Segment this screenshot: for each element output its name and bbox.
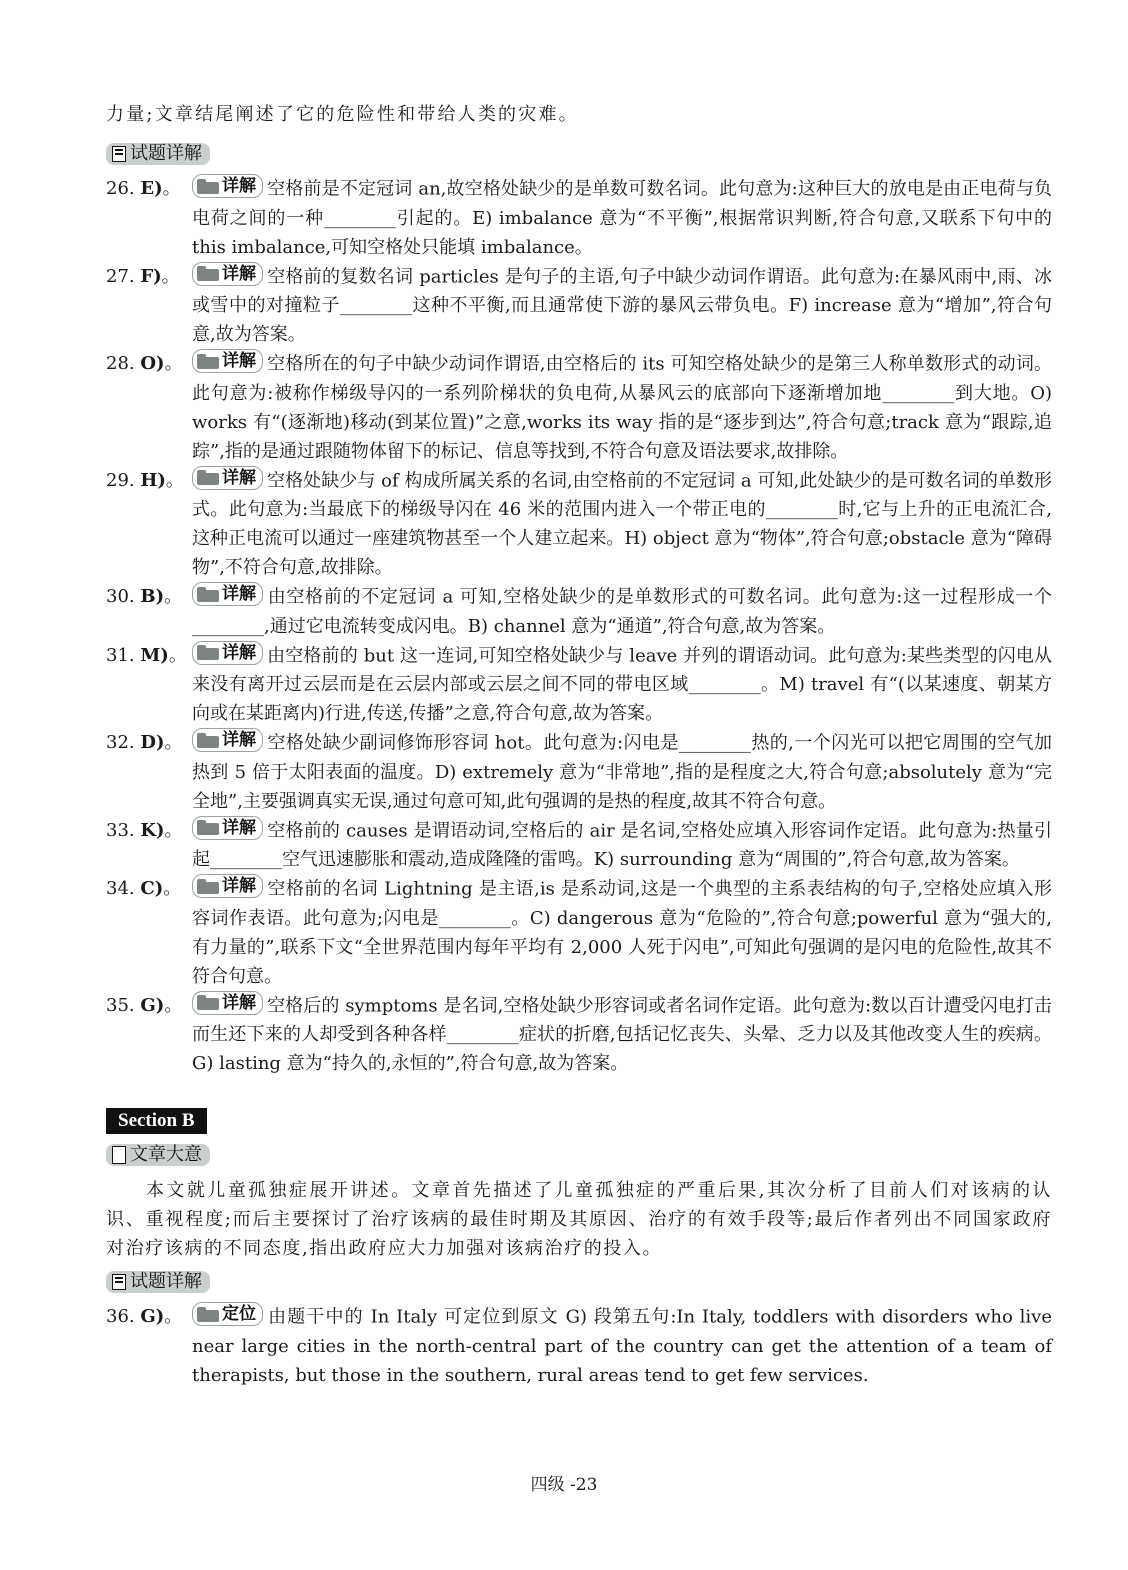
question-number: 31. [106,644,135,666]
question-number: 35. [106,994,135,1016]
list-icon [112,146,126,162]
separator: 。 [164,819,183,841]
detail-section-heading-b [106,1271,1052,1294]
badge-label: 详解 [222,992,256,1013]
folder-icon [197,179,219,194]
item-number [106,262,192,350]
page-icon [112,1146,126,1164]
answer-item [106,349,1052,466]
question-number: 32. [106,732,135,753]
separator: 。 [164,586,183,607]
article-summary: 本文就儿童孤独症展开讲述。文章首先描述了儿童孤独症的严重后果,其次分析了目前人们对该病的认识、重视程度;而后主要探讨了治疗该病的最佳时期及其原因、治疗的有效手段等;最后作者列出不同国家政府对治疗该病的不同态度,指出政府应大力加强对该病治疗的投入。 [106,1180,1052,1259]
explanation-text: 空格前是不定冠词 an,故空格处缺少的是单数可数名词。此句意为:这种巨大的放电是由正电荷与负电荷之间的一种________引起的。E) imbalance 意为“不平衡”,根据常识判断,符合句意,又联系下句中的 this imbalance,可知空格处只能填 imbalance。 [192,178,1052,258]
detail-section-heading [106,143,1052,166]
explain-badge [192,349,263,373]
answer-letter: B) [140,586,165,607]
document-page [106,100,1052,1390]
folder-icon [197,879,219,894]
separator: 。 [163,878,182,899]
separator: 。 [164,994,183,1016]
explanation-text: 空格处缺少与 of 构成所属关系的名词,由空格前的不定冠词 a 可知,此处缺少的是可数名词的单数形式。此句意为:当最底下的梯级导闪在 46 米的范围内进入一个带正电的________时,它与上升的正电流汇合,这种正电流可以通过一座建筑物甚至一个人建立起来。H) object 意为“物体”,符合句意;obstacle 意为“障碍物”,不符合句意,故排除。 [192,470,1052,578]
section-a-answer-list [106,174,1052,1078]
explanation [192,728,1052,816]
detail-section-label-b [106,1271,210,1293]
folder-icon [197,354,219,369]
explanation [192,466,1052,583]
item-number [106,641,192,729]
badge-label: 详解 [222,176,256,196]
explain-badge [192,874,263,898]
explanation [192,349,1052,466]
folder-icon [197,1307,219,1322]
explanation-text: 由空格前的不定冠词 a 可知,空格处缺少的是单数形式的可数名词。此句意为:这一过程形成一个________,通过它电流转变成闪电。B) channel 意为“通道”,符合句意,故为答案。 [192,586,1052,637]
item-number [106,728,192,816]
answer-item [106,582,1052,641]
explanation [192,874,1052,991]
answer-item [106,728,1052,816]
answer-letter: D) [140,732,165,753]
item-number [106,816,192,875]
explanation-text: 空格所在的句子中缺少动词作谓语,由空格后的 its 可知空格处缺少的是第三人称单数形式的动词。此句意为:被称作梯级导闪的一系列阶梯状的负电荷,从暴风云的底部向下逐渐增加地________到大地。O) works 有“(逐渐地)移动(到某位置)”之意,works its way 指的是“逐步到达”,符合句意;track 意为“跟踪,追踪”,指的是通过跟随物体留下的标记、信息等找到,不符合句意及语法要求,故排除。 [192,353,1052,462]
explain-badge [192,582,263,606]
folder-icon [197,266,219,281]
answer-letter: K) [140,819,165,841]
folder-icon [197,587,219,602]
answer-letter: H) [140,469,166,491]
explanation [192,991,1052,1079]
answer-item [106,1302,1052,1390]
answer-letter: F) [140,265,162,287]
separator: 。 [164,353,183,374]
answer-letter: G) [140,1306,165,1327]
folder-icon [197,820,219,835]
answer-item [106,466,1052,583]
question-number: 30. [106,586,135,607]
summary-section-heading [106,1144,1052,1168]
explanation-text: 由题干中的 In Italy 可定位到原文 G) 段第五句:In Italy, toddlers with disorders who live near large cities in the north-central part of the country can get the attention of a team of therapists, but those in the southern, rural areas tend to get few services. [192,1306,1052,1386]
question-number: 34. [106,878,135,899]
item-number [106,991,192,1079]
answer-item [106,641,1052,729]
previous-summary-tail: 力量;文章结尾阐述了它的危险性和带给人类的灾难。 [106,104,579,125]
explanation-text: 空格前的复数名词 particles 是句子的主语,句子中缺少动词作谓语。此句意为:在暴风雨中,雨、冰或雪中的对撞粒子________这种不平衡,而且通常使下游的暴风云带负电。F) increase 意为“增加”,符合句意,故为答案。 [192,266,1052,345]
explanation-text: 空格前的 causes 是谓语动词,空格后的 air 是名词,空格处应填入形容词作定语。此句意为:热量引起________空气迅速膨胀和震动,造成隆隆的雷鸣。K) surrounding 意为“周围的”,符合句意,故为答案。 [192,820,1052,870]
answer-letter: M) [140,644,169,666]
answer-item [106,816,1052,875]
question-number: 28. [106,353,135,374]
folder-icon [197,733,219,748]
list-icon [112,1274,126,1290]
badge-label: 详解 [222,584,256,604]
question-number: 33. [106,819,135,841]
answer-letter: O) [140,353,165,374]
explanation-text: 空格前的名词 Lightning 是主语,is 是系动词,这是一个典型的主系表结构的句子,空格处应填入形容词作表语。此句意为;闪电是________。C) dangerous 意为“危险的”,符合句意;powerful 意为“强大的,有力量的”,联系下文“全世界范围内每年平均有 2,000 人死于闪电”,可知此句强调的是闪电的危险性,故其不符合句意。 [192,878,1052,987]
badge-label: 详解 [222,467,256,488]
separator: 。 [162,178,181,199]
detail-section-title-b: 试题详解 [130,1271,202,1292]
summary-section-label [106,1144,210,1166]
folder-icon [197,995,219,1010]
badge-label: 详解 [222,817,256,838]
separator: 。 [164,732,183,753]
item-number [106,466,192,583]
separator: 。 [164,1306,183,1327]
explain-badge [192,991,263,1015]
answer-letter: C) [140,878,164,899]
detail-section-title: 试题详解 [130,143,202,164]
explanation-text: 由空格前的 but 这一连词,可知空格处缺少与 leave 并列的谓语动词。此句意为:某些类型的闪电从来没有离开过云层而是在云层内部或云层之间不同的带电区域________。M) travel 有“(以某速度、朝某方向或在某距离内)行进,传送,传播”之意,符合句意,故为答案。 [192,645,1052,724]
separator: 。 [165,469,184,491]
explanation [192,1302,1052,1390]
question-number: 26. [106,178,135,199]
explain-badge [192,466,263,490]
item-number [106,1302,192,1390]
explain-badge [192,641,263,665]
answer-item [106,174,1052,262]
section-b-answer-list [106,1302,1052,1390]
section-b-heading: Section B [106,1108,207,1134]
badge-label: 详解 [222,351,256,371]
badge-label: 定位 [222,1304,256,1324]
explanation [192,262,1052,350]
answer-item [106,262,1052,350]
summary-section-title: 文章大意 [130,1144,202,1165]
explain-badge [192,174,263,198]
detail-section-label [106,143,210,165]
folder-icon [197,645,219,660]
explanation [192,582,1052,641]
explanation [192,174,1052,262]
explain-badge [192,1302,263,1326]
explanation [192,816,1052,875]
separator: 。 [161,265,180,287]
badge-label: 详解 [222,730,256,750]
explanation [192,641,1052,729]
explain-badge [192,816,263,840]
page-number: 四级 -23 [530,1475,598,1495]
item-number [106,174,192,262]
answer-letter: G) [140,994,165,1016]
question-number: 27. [106,265,135,287]
badge-label: 详解 [222,642,256,663]
question-number: 36. [106,1306,135,1327]
separator: 。 [168,644,187,666]
answer-item [106,991,1052,1079]
answer-letter: E) [140,178,163,199]
explain-badge [192,728,263,752]
badge-label: 详解 [222,876,256,896]
explanation-text: 空格后的 symptoms 是名词,空格处缺少形容词或者名词作定语。此句意为:数以百计遭受闪电打击而生还下来的人却受到各种各样________症状的折磨,包括记忆丧失、头晕、乏力以及其他改变人生的疾病。G) lasting 意为“持久的,永恒的”,符合句意,故为答案。 [192,995,1052,1074]
badge-label: 详解 [222,263,256,284]
item-number [106,582,192,641]
answer-item [106,874,1052,991]
item-number [106,349,192,466]
explain-badge [192,262,263,286]
item-number [106,874,192,991]
question-number: 29. [106,469,135,491]
folder-icon [197,470,219,485]
explanation-text: 空格处缺少副词修饰形容词 hot。此句意为:闪电是________热的,一个闪光可以把它周围的空气加热到 5 倍于太阳表面的温度。D) extremely 意为“非常地”,指的是程度之大,符合句意;absolutely 意为“完全地”,主要强调真实无误,通过句意可知,此句强调的是热的程度,故其不符合句意。 [192,732,1052,812]
